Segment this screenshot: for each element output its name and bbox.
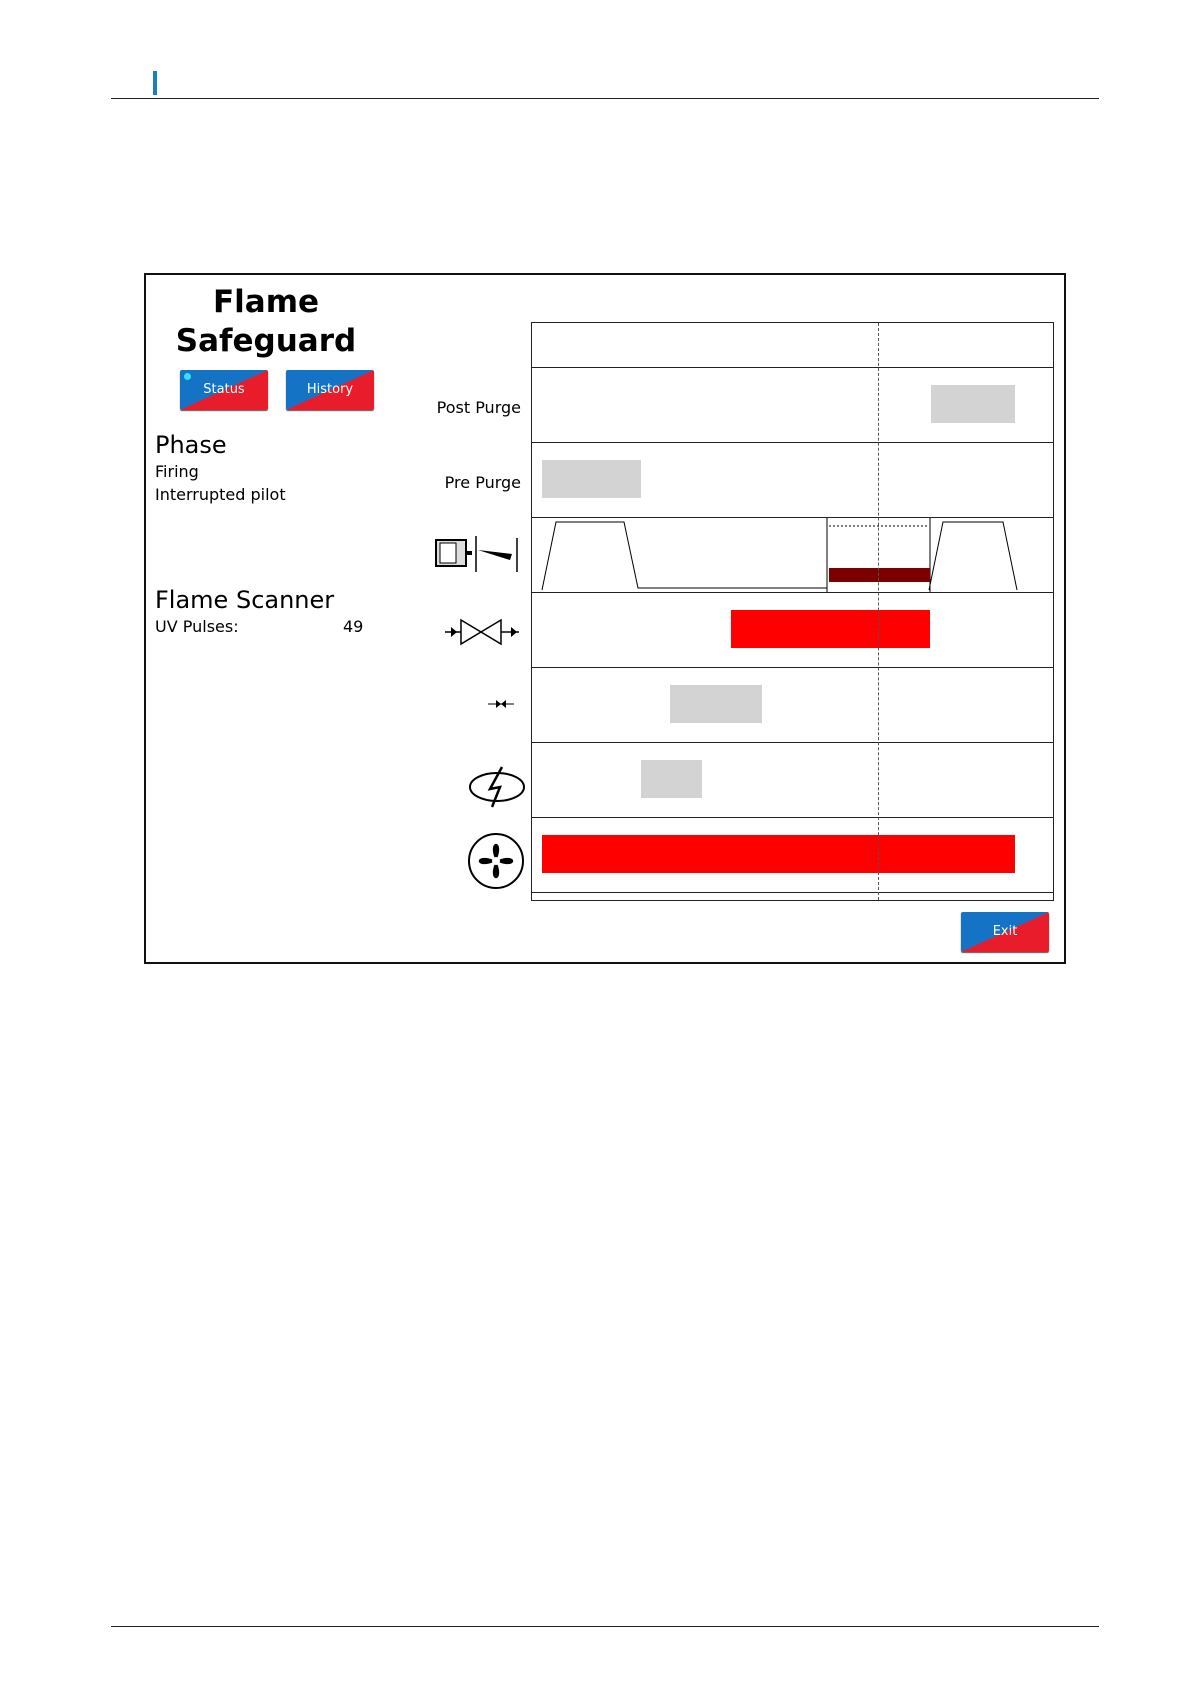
scanner-heading: Flame Scanner bbox=[155, 586, 335, 614]
phase-line2: Interrupted pilot bbox=[155, 485, 286, 504]
exit-button-label: Exit bbox=[992, 924, 1018, 939]
uv-pulses-label: UV Pulses: bbox=[155, 617, 239, 636]
title-line2: Safeguard bbox=[175, 323, 357, 359]
ignition-bar bbox=[641, 760, 702, 798]
sequence-timing-chart bbox=[531, 322, 1054, 901]
pre-purge-label: Pre Purge bbox=[444, 473, 521, 492]
actuator-position-trace bbox=[532, 518, 1053, 592]
post-purge-label: Post Purge bbox=[436, 398, 521, 417]
phase-heading: Phase bbox=[155, 431, 227, 459]
title-line1: Flame bbox=[212, 284, 320, 320]
chart-row-divider bbox=[532, 367, 1053, 368]
chart-row-divider bbox=[532, 742, 1053, 743]
pilot-valve-icon bbox=[486, 697, 516, 711]
history-button[interactable] bbox=[286, 370, 374, 410]
status-button-label: Status bbox=[203, 382, 245, 397]
header-rule bbox=[111, 98, 1099, 99]
status-button[interactable] bbox=[180, 370, 268, 410]
pre-purge-bar bbox=[542, 460, 641, 498]
damper-actuator-icon bbox=[434, 534, 519, 574]
post-purge-bar bbox=[931, 385, 1015, 423]
gas-valve-icon bbox=[443, 615, 521, 649]
flame-safeguard-panel bbox=[144, 273, 1066, 964]
ignition-spark-icon bbox=[468, 765, 526, 809]
chart-row-divider bbox=[532, 592, 1053, 593]
main-valve-bar bbox=[731, 610, 930, 648]
header-marker bbox=[153, 71, 157, 95]
footer-rule bbox=[111, 1626, 1099, 1627]
chart-row-divider bbox=[532, 442, 1053, 443]
exit-button[interactable] bbox=[961, 912, 1049, 952]
phase-line1: Firing bbox=[155, 462, 199, 481]
chart-row-divider bbox=[532, 667, 1053, 668]
chart-row-divider bbox=[532, 817, 1053, 818]
pilot-valve-bar bbox=[670, 685, 762, 723]
chart-row-divider bbox=[532, 892, 1053, 893]
fan-bar bbox=[542, 835, 1015, 873]
fan-icon bbox=[467, 832, 525, 890]
current-time-marker bbox=[878, 323, 879, 900]
uv-pulses-value: 49 bbox=[343, 617, 364, 636]
history-button-label: History bbox=[306, 382, 354, 397]
status-indicator bbox=[184, 373, 191, 380]
